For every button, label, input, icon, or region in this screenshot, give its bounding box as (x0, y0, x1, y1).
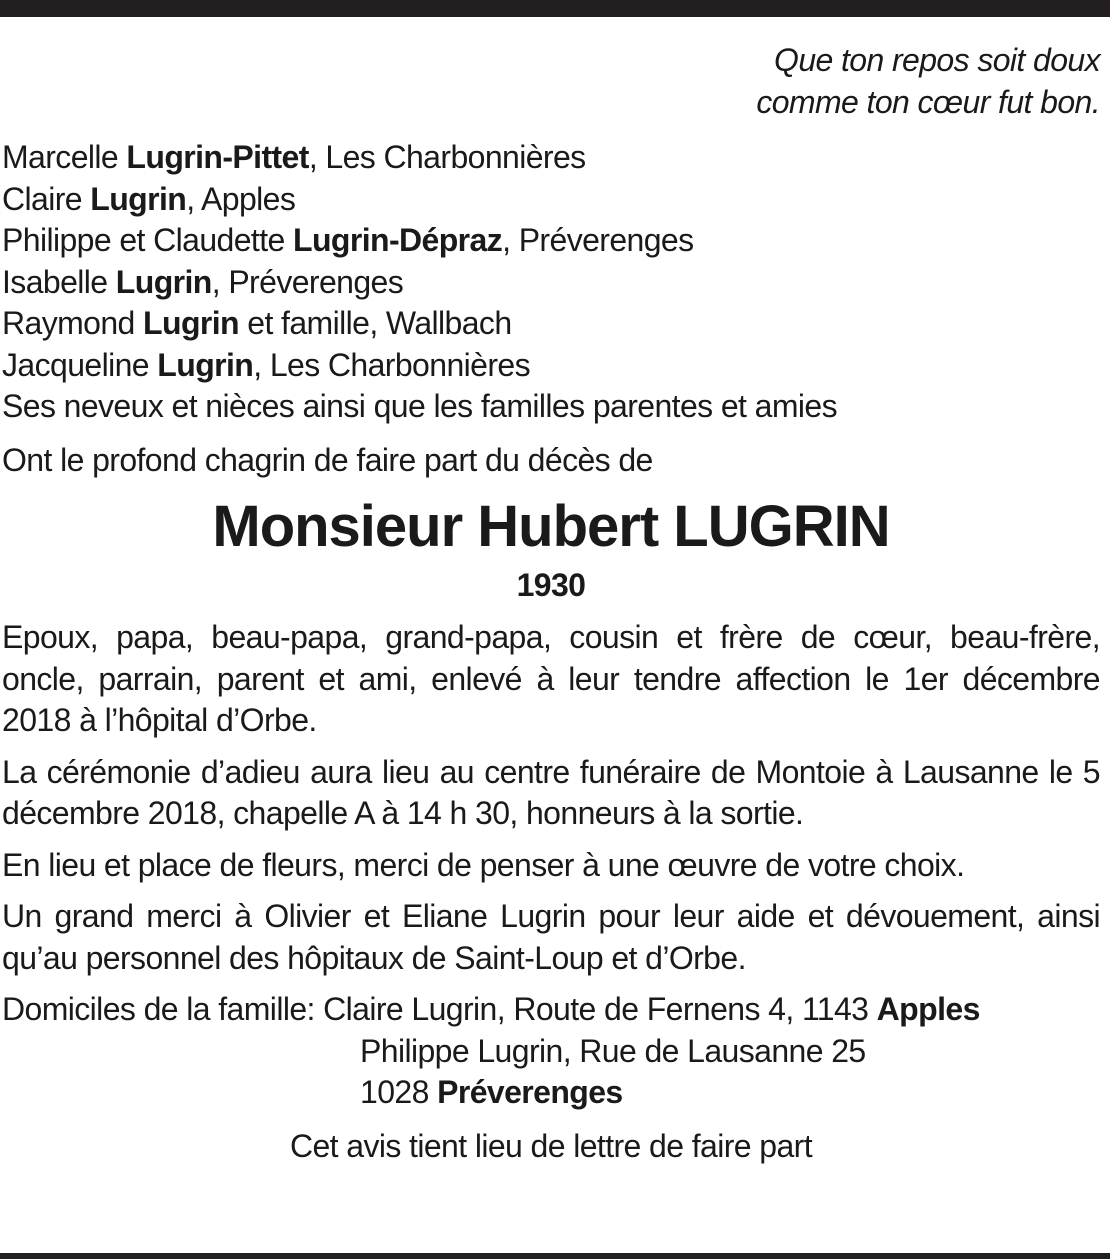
birth-year: 1930 (516, 567, 586, 603)
thanks-paragraph: Un grand merci à Olivier et Eliane Lugrin pour leur aide et dévouement, ainsi qu’au personnel des hôpitaux de Saint-Loup et d’Orbe. (2, 898, 1100, 976)
family-surname: Lugrin-Pittet (126, 139, 309, 175)
family-surname: Lugrin-Dépraz (293, 222, 503, 258)
closing-note: Cet avis tient lieu de lettre de faire part (289, 1127, 813, 1164)
family-member: Raymond Lugrin et famille, Wallbach (2, 305, 512, 341)
family-list (2, 137, 1100, 428)
obituary-notice (2, 40, 1100, 1167)
epigraph-line: comme ton cœur fut bon. (756, 83, 1100, 120)
flowers-paragraph: En lieu et place de fleurs, merci de penser à une œuvre de votre choix. (2, 846, 965, 883)
family-member: Isabelle Lugrin, Préverenges (2, 263, 404, 300)
domicile-line: 1028 Préverenges (360, 1074, 623, 1110)
epigraph-line: Que ton repos soit doux (774, 42, 1100, 78)
top-border-rule (0, 0, 1110, 17)
family-domiciles (2, 989, 1100, 1114)
family-member: Philippe et Claudette Lugrin-Dépraz, Préverenges (2, 222, 694, 258)
family-surname: Lugrin (115, 263, 212, 300)
bottom-border-rule (0, 1253, 1110, 1259)
announcement-intro: Ont le profond chagrin de faire part du décès de (2, 441, 653, 478)
family-member: Claire Lugrin, Apples (2, 180, 296, 217)
biography-paragraph: Epoux, papa, beau-papa, grand-papa, cousin et frère de cœur, beau-frère, oncle, parrain, parent et ami, enlevé à leur tendre affection le 1er décembre 2018 à l’hôpital d’Orbe. (2, 619, 1100, 738)
family-surname: Lugrin (90, 180, 187, 217)
domicile-line: Philippe Lugrin, Rue de Lausanne 25 (360, 1032, 866, 1069)
domiciles-label: Domiciles de la famille: (2, 991, 324, 1027)
family-member: Marcelle Lugrin-Pittet, Les Charbonnières (2, 139, 586, 175)
deceased-name: Monsieur Hubert LUGRIN (212, 494, 890, 559)
domicile-line: Domiciles de la famille: Claire Lugrin, Route de Fernens 4, 1143 Apples (2, 991, 980, 1027)
family-surname: Lugrin (143, 305, 239, 341)
domicile-town: Préverenges (437, 1074, 623, 1110)
family-extended: Ses neveux et nièces ainsi que les familles parentes et amies (2, 388, 837, 424)
ceremony-paragraph: La cérémonie d’adieu aura lieu au centre funéraire de Montoie à Lausanne le 5 décembre 2018, chapelle A à 14 h 30, honneurs à la sortie. (2, 753, 1100, 831)
domicile-town: Apples (876, 991, 980, 1027)
family-member: Jacqueline Lugrin, Les Charbonnières (2, 346, 531, 383)
family-surname: Lugrin (157, 346, 254, 383)
epigraph (2, 40, 1100, 123)
